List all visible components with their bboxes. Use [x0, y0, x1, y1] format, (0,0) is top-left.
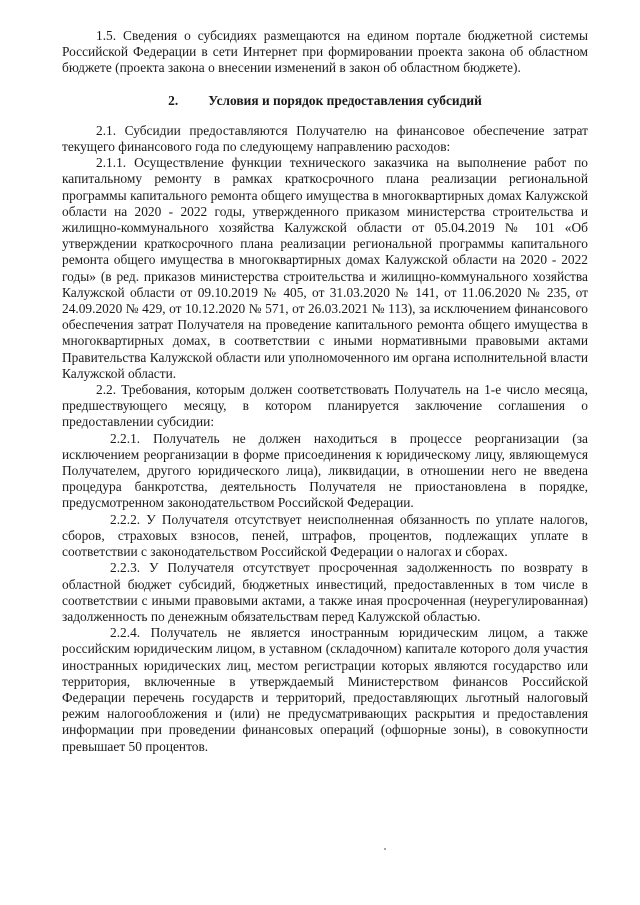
- document-page: [62, 28, 588, 755]
- paragraph-2-1: 2.1. Субсидии предоставляются Получателю на финансовое обеспечение затрат текущего финансового года по следующему направлению расходов:: [62, 122, 588, 155]
- paragraph-2-2-4: 2.2.4. Получатель не является иностранным юридическим лицом, а также российским юридическим лицом, в уставном (складочном) капитале которого доля участия иностранных юридических лиц, местом регистрации которых являются государство или территория, включенные в утверждаемый Министерством финансов Российской Федерации перечень государств и территорий, предоставляющих льготный налоговый режим налогообложения и (или) не предусматривающих раскрытия и предоставления информации при проведении финансовых операций (офшорные зоны), в совокупности превышает 50 процентов.: [62, 625, 588, 754]
- section-number: 2.: [168, 92, 179, 108]
- paragraph-2-2-1: 2.2.1. Получатель не должен находиться в процессе реорганизации (за исключением реорганизации в форме присоединения к юридическому лицу, являющемуся Получателем, другого юридического лица), ликвидации, в отношении него не введена процедура банкротства, деятельность Получателя не приостановлена в порядке, предусмотренном законодательством Российской Федерации.: [62, 430, 588, 511]
- scan-speck: [384, 848, 386, 850]
- paragraph-2-2-2: 2.2.2. У Получателя отсутствует неисполненная обязанность по уплате налогов, сборов, страховых взносов, пеней, штрафов, процентов, подлежащих уплате в соответствии с законодательством Российской Федерации о налогах и сборах.: [62, 511, 588, 560]
- section-heading: [62, 93, 588, 109]
- paragraph-1-5: 1.5. Сведения о субсидиях размещаются на едином портале бюджетной системы Российской Федерации в сети Интернет при формировании проекта закона об областном бюджете (проекта закона о внесении изменений в закон об областном бюджете).: [62, 28, 588, 76]
- section-title: Условия и порядок предоставления субсидий: [208, 92, 482, 108]
- paragraph-2-2: 2.2. Требования, которым должен соответствовать Получатель на 1-е число месяца, предшествующего месяцу, в котором планируется заключение соглашения о предоставлении субсидии:: [62, 382, 588, 430]
- paragraph-2-1-1: 2.1.1. Осуществление функции технического заказчика на выполнение работ по капитальному ремонту в рамках краткосрочного плана реализации региональной программы капитального ремонта общего имущества в многоквартирных домах Калужской области на 2020 - 2022 годы, утвержденного приказом министерства строительства и жилищно-коммунального хозяйства Калужской области от 05.04.2019 № 101 «Об утверждении краткосрочного плана реализации региональной программы капитального ремонта общего имущества в многоквартирных домах Калужской области на 2020 - 2022 годы» (в ред. приказов министерства строительства и жилищно-коммунального хозяйства Калужской области от 09.10.2019 № 405, от 31.03.2020 № 141, от 11.06.2020 № 235, от 24.09.2020 № 429, от 10.12.2020 № 571, от 26.03.2021 № 113), за исключением финансового обеспечения затрат Получателя на проведение капитального ремонта общего имущества в многоквартирных домах, в соответствии с иными нормативными правовыми актами Правительства Калужской области или уполномоченного им органа исполнительной власти Калужской области.: [62, 155, 588, 381]
- paragraph-2-2-3: 2.2.3. У Получателя отсутствует просроченная задолженность по возврату в областной бюджет субсидий, бюджетных инвестиций, предоставленных в том числе в соответствии с иными правовыми актами, а также иная просроченная (неурегулированная) задолженность по денежным обязательствам перед Калужской областью.: [62, 560, 588, 624]
